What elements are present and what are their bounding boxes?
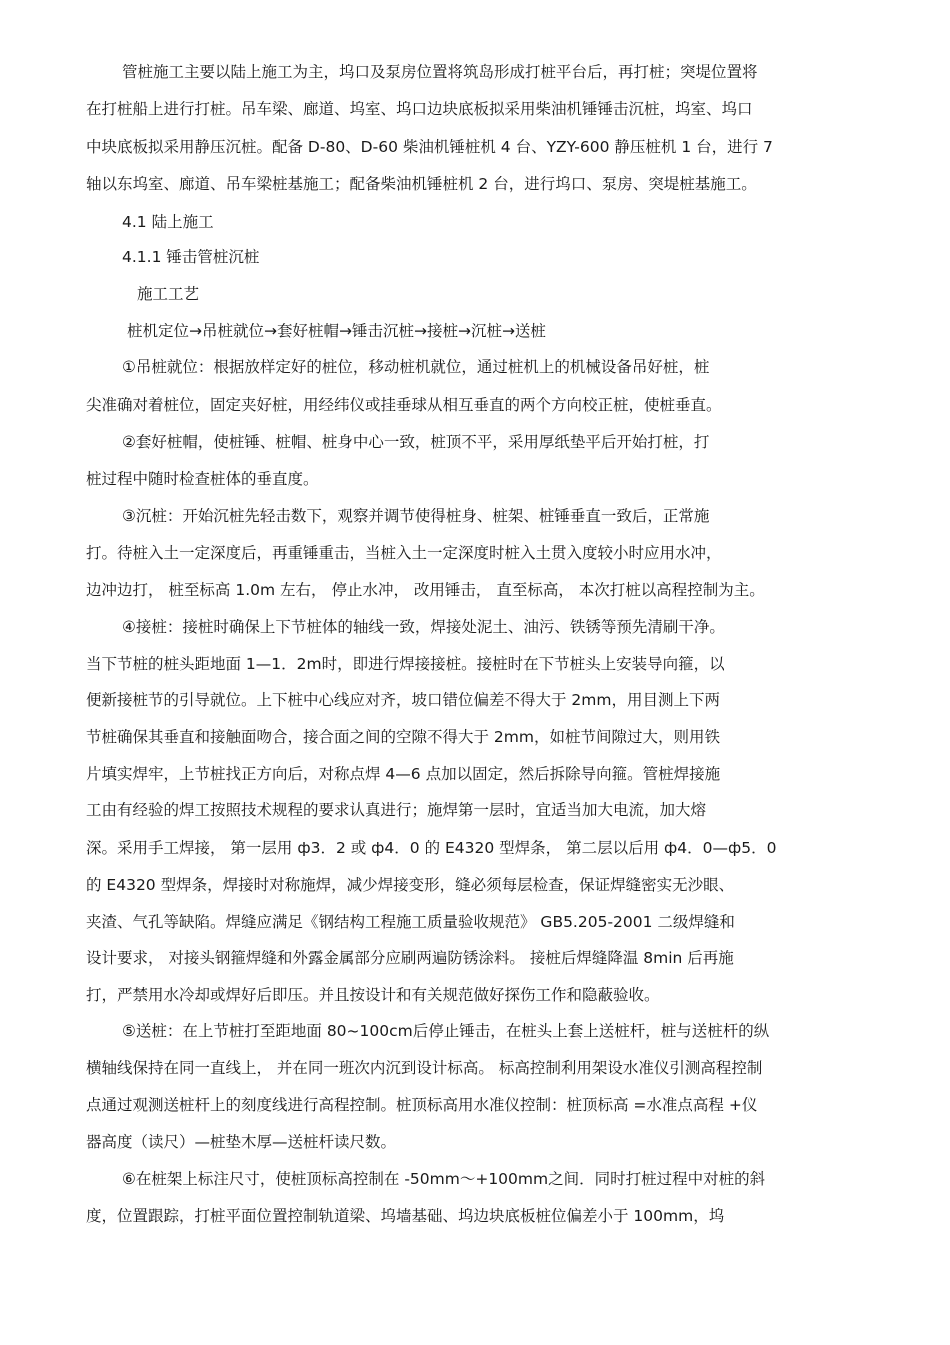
text-line: 管桩施工主要以陆上施工为主，坞口及泵房位置将筑岛形成打桩平台后，再打桩；突堤位置将 xyxy=(122,63,758,81)
text-line: 节桩确保其垂直和接触面吻合，接合面之间的空隙不得大于 2mm，如桩节间隙过大，则用铁 xyxy=(86,728,720,746)
text-line: ⑤送桩：在上节桩打至距地面 80~100cm后停止锤击，在桩头上套上送桩杆，桩与送桩杆的纵 xyxy=(122,1022,770,1040)
text-line: 尖准确对着桩位，固定夹好桩，用经纬仪或挂垂球从相互垂直的两个方向校正桩，使桩垂直。 xyxy=(86,396,722,414)
text-line: 的 E4320 型焊条，焊接时对称施焊，减少焊接变形，缝必须每层检查，保证焊缝密实无沙眼、 xyxy=(86,876,735,894)
text-line: 点通过观测送桩杆上的刻度线进行高程控制。桩顶标高用水准仪控制：桩顶标高 =水准点高程 +仪 xyxy=(86,1096,758,1114)
text-line: 桩过程中随时检查桩体的垂直度。 xyxy=(86,470,319,488)
text-line: 横轴线保持在同一直线上， 并在同一班次内沉到设计标高。 标高控制利用架设水准仪引测高程控制 xyxy=(86,1059,763,1077)
text-line: 器高度（读尺）—桩垫木厚—送桩杆读尺数。 xyxy=(86,1133,397,1151)
text-line: ⑥在桩架上标注尺寸，使桩顶标高控制在 -50mm～+100mm之间．同时打桩过程中对桩的斜 xyxy=(122,1170,766,1188)
text-line: 边冲边打， 桩至标高 1.0m 左右， 停止水冲， 改用锤击， 直至标高， 本次打桩以高程控制为主。 xyxy=(86,581,765,599)
text-line: 夹渣、气孔等缺陷。焊缝应满足《钢结构工程施工质量验收规范》 GB5.205-2001 二级焊缝和 xyxy=(86,913,735,931)
section-heading: 4.1 陆上施工 xyxy=(122,213,214,231)
process-flow: 桩机定位→吊桩就位→套好桩帽→锤击沉桩→接桩→沉桩→送桩 xyxy=(127,322,546,340)
text-line: ①吊桩就位：根据放样定好的桩位，移动桩机就位，通过桩机上的机械设备吊好桩，桩 xyxy=(122,358,710,376)
text-line: ④接桩：接桩时确保上下节桩体的轴线一致，焊接处泥土、油污、铁锈等预先清刷干净。 xyxy=(122,618,725,636)
text-line: 度，位置跟踪，打桩平面位置控制轨道梁、坞墙基础、坞边块底板桩位偏差小于 100mm，坞 xyxy=(86,1207,725,1225)
text-line: 深。采用手工焊接， 第一层用 ф3．2 或 ф4．0 的 E4320 型焊条， 第二层以后用 ф4．0—ф5．0 xyxy=(86,839,777,857)
text-line: ②套好桩帽，使桩锤、桩帽、桩身中心一致，桩顶不平，采用厚纸垫平后开始打桩，打 xyxy=(122,433,710,451)
text-line: ③沉桩：开始沉桩先轻击数下，观察并调节使得桩身、桩架、桩锤垂直一致后，正常施 xyxy=(122,507,710,525)
subheading: 施工工艺 xyxy=(137,285,200,303)
text-line: 中块底板拟采用静压沉桩。配备 D-80、D-60 柴油机锤桩机 4 台、YZY-600 静压桩机 1 台，进行 7 xyxy=(86,138,773,156)
text-line: 在打桩船上进行打桩。吊车梁、廊道、坞室、坞口边块底板拟采用柴油机锤锤击沉桩，坞室、坞口 xyxy=(86,100,753,118)
text-line: 片填实焊牢，上节桩找正方向后，对称点焊 4—6 点加以固定，然后拆除导向箍。管桩焊接施 xyxy=(86,765,721,783)
text-line: 工由有经验的焊工按照技术规程的要求认真进行；施焊第一层时，宜适当加大电流，加大熔 xyxy=(86,801,707,819)
text-line: 设计要求， 对接头钢箍焊缝和外露金属部分应刷两遍防锈涂料。 接桩后焊缝降温 8min 后再施 xyxy=(86,949,734,967)
text-line: 打，严禁用水冷却或焊好后即压。并且按设计和有关规范做好探伤工作和隐蔽验收。 xyxy=(86,986,660,1004)
text-line: 打。待桩入土一定深度后，再重锤重击，当桩入土一定深度时桩入土贯入度较小时应用水冲， xyxy=(86,544,722,562)
text-line: 轴以东坞室、廊道、吊车梁桩基施工；配备柴油机锤桩机 2 台，进行坞口、泵房、突堤桩基施工。 xyxy=(86,175,757,193)
text-line: 当下节桩的桩头距地面 1—1．2m时，即进行焊接接桩。接桩时在下节桩头上安装导向箍，以 xyxy=(86,655,725,673)
text-line: 便新接桩节的引导就位。上下桩中心线应对齐，坡口错位偏差不得大于 2mm，用目测上下两 xyxy=(86,691,720,709)
subsection-heading: 4.1.1 锤击管桩沉桩 xyxy=(122,248,260,266)
